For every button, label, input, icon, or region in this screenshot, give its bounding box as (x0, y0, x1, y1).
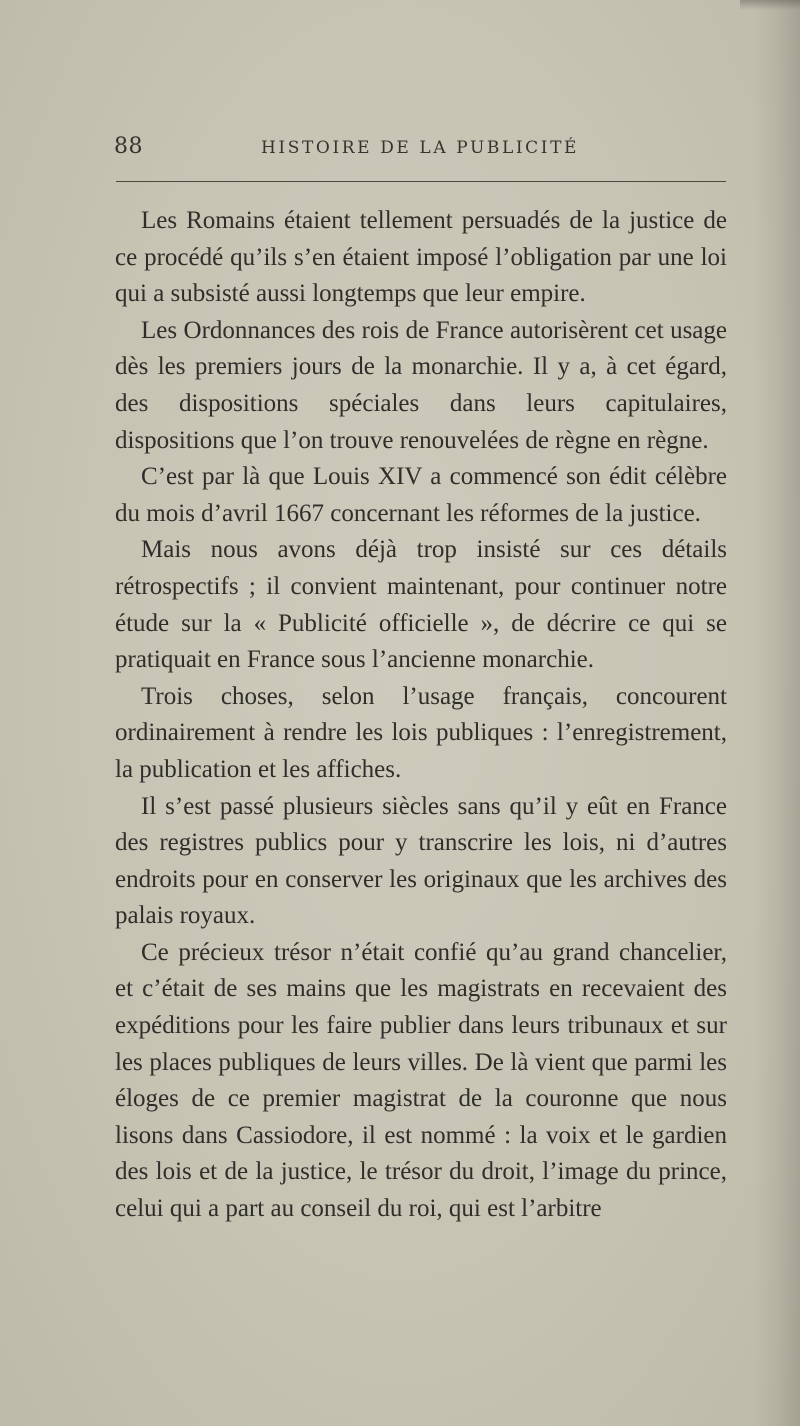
header-rule (116, 181, 726, 182)
body-text (115, 203, 727, 1228)
page-edge-shadow (754, 0, 800, 1426)
paragraph: Il s’est passé plusieurs siècles sans qu’il y eût en France des registres publics pour y transcrire les lois, ni d’autres endroits pour en conserver les originaux que les archives des palais royaux. (115, 792, 727, 930)
running-head (114, 134, 728, 174)
paragraph: C’est par là que Louis XIV a commencé son édit célèbre du mois d’avril 1667 concernant les réformes de la justice. (115, 463, 727, 527)
paragraph: Les Ordonnances des rois de France autorisèrent cet usage dès les premiers jours de la monarchie. Il y a, à cet égard, des dispositions spéciales dans leurs capitulaires, dispositions que l’on trouve renouvelées de règne en règne. (115, 316, 727, 454)
paragraph: Ce précieux trésor n’était confié qu’au grand chancelier, et c’était de ses mains que les magistrats en recevaient des expéditions pour les faire publier dans leurs tribunaux et sur les places publiques de leurs villes. De là vient que parmi les éloges de ce premier magistrat de la couronne que nous lisons dans Cassiodore, il est nommé : la voix et le gardien des lois et de la justice, le trésor du droit, l’image du prince, celui qui a part au conseil du roi, qui est l’arbitre (115, 938, 727, 1223)
paragraph: Trois choses, selon l’usage français, concourent ordinairement à rendre les lois publiques : l’enregistrement, la publication et les affiches. (115, 682, 727, 783)
paragraph: Mais nous avons déjà trop insisté sur ces détails rétrospectifs ; il convient maintenant, pour continuer notre étude sur la « Publicité officielle », de décrire ce qui se pratiquait en France sous l’ancienne monarchie. (115, 536, 727, 674)
paragraph: Les Romains étaient tellement persuadés de la justice de ce procédé qu’ils s’en étaient imposé l’obligation par une loi qui a subsisté aussi longtemps que leur empire. (115, 207, 727, 308)
page-corner-shadow (740, 0, 800, 10)
running-title: HISTOIRE DE LA PUBLICITÉ (261, 138, 580, 158)
page-number: 88 (114, 134, 143, 159)
